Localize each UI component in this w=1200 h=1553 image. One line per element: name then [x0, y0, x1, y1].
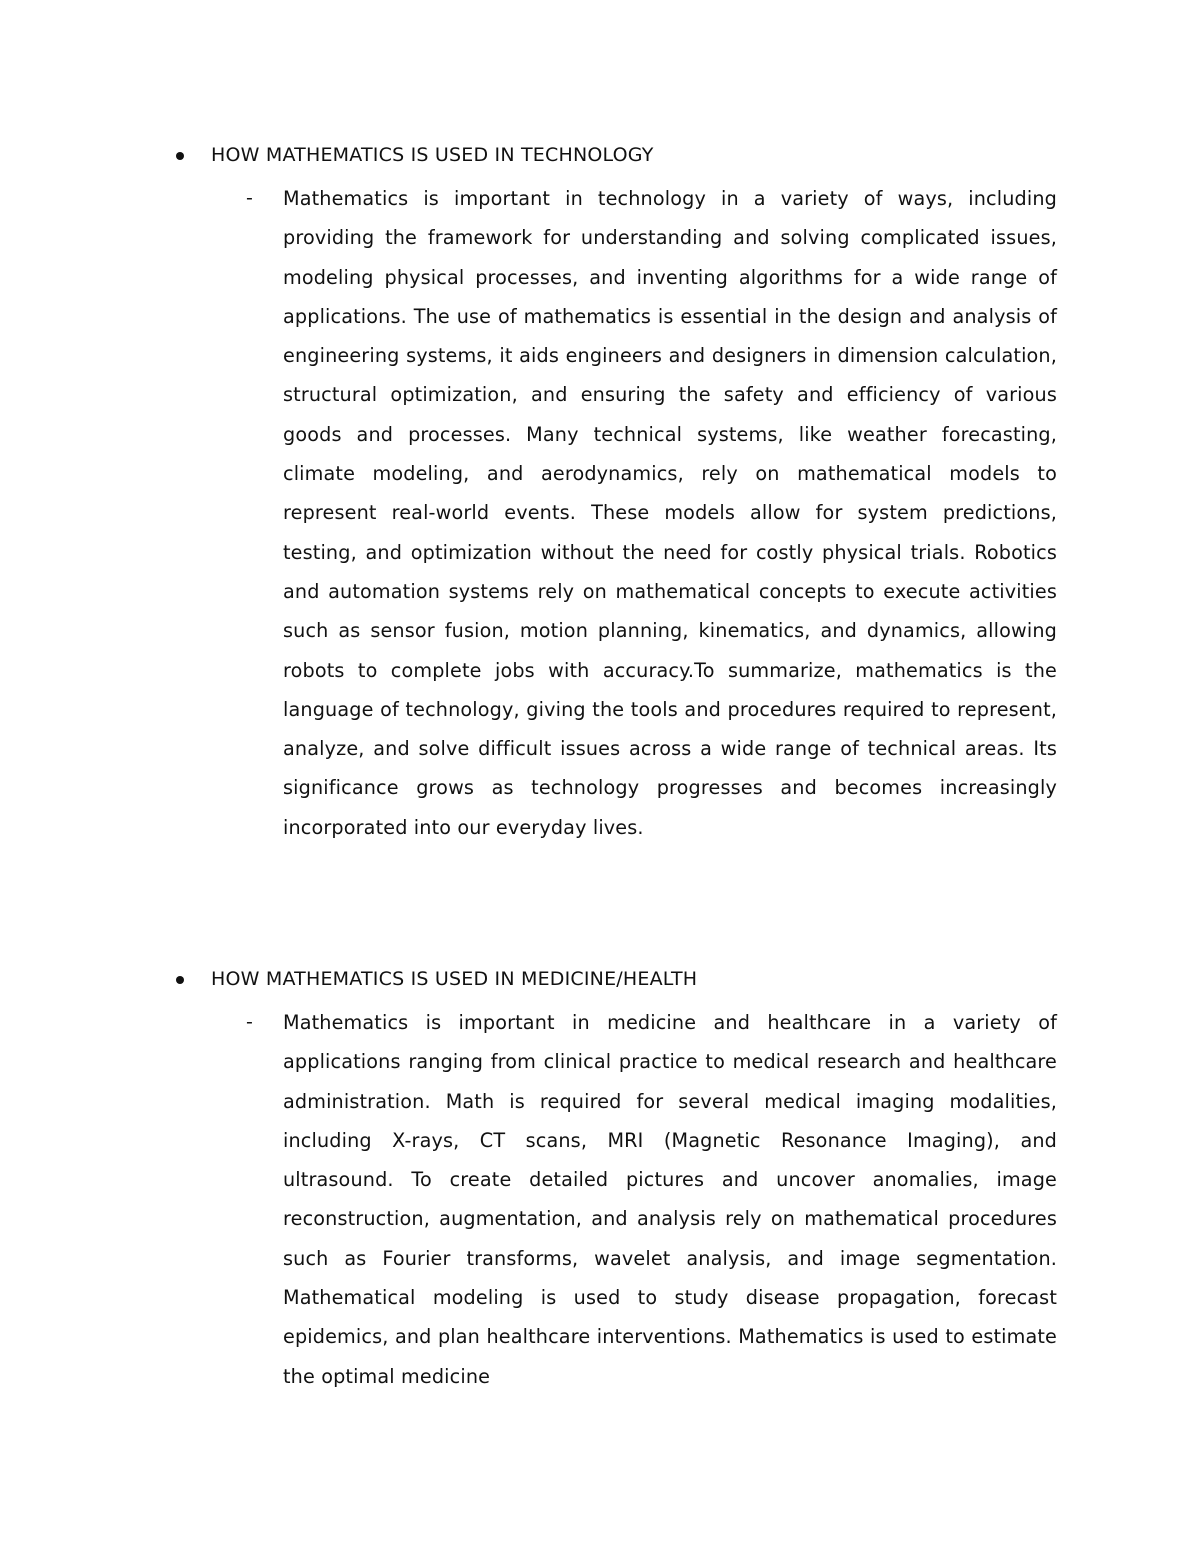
bullet-icon	[176, 976, 184, 984]
bullet-item	[0, 964, 1200, 994]
section-paragraph: Mathematics is important in medicine and healthcare in a variety of applications ranging from clinical practice to medical research and healthcare administration. Math is required for several medical imaging modalities, including X-rays, CT scans, MRI (Magnetic Resonance Imaging), and ultrasound. To create detailed pictures and uncover anomalies, image reconstruction, augmentation, and analysis rely on mathematical procedures such as Fourier transforms, wavelet analysis, and image segmentation. Mathematical modeling is used to study disease propagation, forecast epidemics, and plan healthcare interventions. Mathematics is used to estimate the optimal medicine	[283, 1011, 1057, 1388]
section-heading: HOW MATHEMATICS IS USED IN TECHNOLOGY	[211, 144, 654, 166]
section-technology	[0, 140, 1200, 847]
dash-marker: -	[246, 187, 253, 209]
section-medicine-health	[0, 964, 1200, 1396]
section-heading: HOW MATHEMATICS IS USED IN MEDICINE/HEALTH	[211, 968, 698, 990]
bullet-icon	[176, 152, 184, 160]
section-paragraph: Mathematics is important in technology in a variety of ways, including providing the framework for understanding and solving complicated issues, modeling physical processes, and inventing algorithms for a wide range of applications. The use of mathematics is essential in the design and analysis of engineering systems, it aids engineers and designers in dimension calculation, structural optimization, and ensuring the safety and efficiency of various goods and processes. Many technical systems, like weather forecasting, climate modeling, and aerodynamics, rely on mathematical models to represent real-world events. These models allow for system predictions, testing, and optimization without the need for costly physical trials. Robotics and automation systems rely on mathematical concepts to execute activities such as sensor fusion, motion planning, kinematics, and dynamics, allowing robots to complete jobs with accuracy.To summarize, mathematics is the language of technology, giving the tools and procedures required to represent, analyze, and solve difficult issues across a wide range of technical areas. Its significance grows as technology progresses and becomes increasingly incorporated into our everyday lives.	[283, 187, 1057, 839]
bullet-item	[0, 140, 1200, 170]
sub-item	[0, 179, 1200, 847]
dash-marker: -	[246, 1011, 253, 1033]
sub-item	[0, 1003, 1200, 1396]
